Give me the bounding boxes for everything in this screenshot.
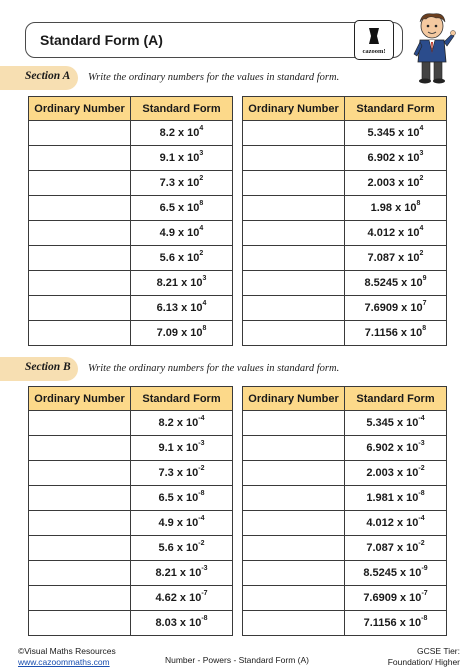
standard-form-cell [131,536,233,561]
exponent-text: -3 [201,565,208,572]
standard-form-header: Standard Form [131,387,233,411]
footer-right [388,646,460,668]
table-row [243,411,447,436]
mantissa-text: 5.6 x 10 [158,542,199,554]
answer-cell[interactable] [243,171,345,196]
answer-cell[interactable] [243,561,345,586]
logo-text: cazoom! [362,48,386,55]
answer-cell[interactable] [243,121,345,146]
exponent-text: 3 [202,275,207,282]
standard-form-header: Standard Form [131,97,233,121]
mantissa-text: 6.902 x 10 [367,152,420,164]
answer-cell[interactable] [29,561,131,586]
mantissa-text: 8.21 x 10 [155,567,202,579]
standard-form-cell [131,561,233,586]
mantissa-text: 7.09 x 10 [156,327,203,339]
ordinary-number-header: Ordinary Number [29,387,131,411]
table-row [29,321,233,346]
table-row [29,246,233,271]
table-row [243,171,447,196]
table-row [29,461,233,486]
standard-form-cell [131,296,233,321]
mantissa-text: 5.345 x 10 [366,417,419,429]
cazoom-logo-icon [367,26,381,46]
exponent-text: -7 [421,590,428,597]
mantissa-text: 5.6 x 10 [159,252,200,264]
exponent-text: 7 [422,300,427,307]
table-row [29,586,233,611]
mantissa-text: 4.62 x 10 [155,592,202,604]
mantissa-text: 4.012 x 10 [366,517,419,529]
mantissa-text: 8.2 x 10 [158,417,199,429]
standard-form-cell [131,271,233,296]
answer-cell[interactable] [29,461,131,486]
table-row [29,296,233,321]
section-a-instruction: Write the ordinary numbers for the values in standard form. [88,72,340,83]
standard-form-cell [345,486,447,511]
table-row [243,461,447,486]
exponent-text: -4 [418,415,425,422]
mantissa-text: 6.902 x 10 [366,442,419,454]
exponent-text: -8 [421,615,428,622]
copyright-text: ©Visual Maths Resources [18,646,116,656]
answer-cell[interactable] [243,486,345,511]
exponent-text: 2 [419,175,424,182]
tier-label: GCSE Tier: [417,646,460,656]
answer-cell[interactable] [29,296,131,321]
answer-cell[interactable] [29,411,131,436]
exponent-text: 4 [419,225,424,232]
answer-cell[interactable] [29,171,131,196]
section-a-left-table [28,96,233,346]
mantissa-text: 7.6909 x 10 [363,592,422,604]
standard-form-cell [131,221,233,246]
mantissa-text: 7.087 x 10 [366,542,419,554]
standard-form-cell [345,296,447,321]
standard-form-cell [345,171,447,196]
exponent-text: 4 [199,125,204,132]
mantissa-text: 8.2 x 10 [159,127,200,139]
answer-cell[interactable] [243,296,345,321]
standard-form-cell [345,146,447,171]
section-b-label: Section B [25,361,71,373]
exponent-text: 2 [199,250,204,257]
standard-form-cell [345,411,447,436]
section-b-left-table [28,386,233,636]
table-row [243,586,447,611]
table-row [243,221,447,246]
table-row [29,171,233,196]
exponent-text: -2 [198,540,205,547]
standard-form-cell [345,221,447,246]
table-row [243,436,447,461]
website-link[interactable]: www.cazoommaths.com [18,657,110,667]
standard-form-cell [131,611,233,636]
table-row [29,511,233,536]
exponent-text: 8 [199,200,204,207]
standard-form-cell [131,171,233,196]
mantissa-text: 7.3 x 10 [158,467,199,479]
standard-form-cell [131,246,233,271]
answer-cell[interactable] [243,321,345,346]
exponent-text: -2 [418,465,425,472]
exponent-text: -4 [198,415,205,422]
answer-cell[interactable] [243,461,345,486]
standard-form-cell [345,436,447,461]
standard-form-header: Standard Form [345,387,447,411]
standard-form-cell [345,536,447,561]
exponent-text: -9 [421,565,428,572]
mantissa-text: 6.13 x 10 [156,302,203,314]
standard-form-header: Standard Form [345,97,447,121]
answer-cell[interactable] [29,511,131,536]
exponent-text: -8 [418,490,425,497]
exponent-text: -4 [198,515,205,522]
mantissa-text: 4.012 x 10 [367,227,420,239]
answer-cell[interactable] [243,511,345,536]
mantissa-text: 9.1 x 10 [158,442,199,454]
answer-cell[interactable] [29,221,131,246]
table-row [29,436,233,461]
ordinary-number-header: Ordinary Number [29,97,131,121]
answer-cell[interactable] [243,146,345,171]
mantissa-text: 1.98 x 10 [370,202,417,214]
answer-cell[interactable] [243,271,345,296]
mantissa-text: 7.6909 x 10 [364,302,423,314]
section-b-instruction: Write the ordinary numbers for the values in standard form. [88,363,340,374]
standard-form-cell [345,271,447,296]
exponent-text: 4 [202,300,207,307]
answer-cell[interactable] [243,246,345,271]
mantissa-text: 2.003 x 10 [366,467,419,479]
answer-cell[interactable] [29,246,131,271]
standard-form-cell [131,121,233,146]
table-row [29,271,233,296]
standard-form-cell [131,146,233,171]
table-row [29,196,233,221]
mantissa-text: 4.9 x 10 [159,227,200,239]
table-row [29,221,233,246]
exponent-text: 8 [422,325,427,332]
table-row [243,536,447,561]
mantissa-text: 6.5 x 10 [159,202,200,214]
standard-form-cell [345,121,447,146]
cazoom-logo [354,20,394,60]
standard-form-cell [131,196,233,221]
exponent-text: 9 [422,275,427,282]
answer-cell[interactable] [29,536,131,561]
standard-form-cell [131,461,233,486]
footer-topic: Number - Powers - Standard Form (A) [164,655,310,665]
answer-cell[interactable] [29,321,131,346]
standard-form-cell [345,196,447,221]
answer-cell[interactable] [243,536,345,561]
mantissa-text: 7.087 x 10 [367,252,420,264]
standard-form-cell [345,586,447,611]
answer-cell[interactable] [29,611,131,636]
exponent-text: 2 [419,250,424,257]
standard-form-cell [345,561,447,586]
standard-form-cell [131,511,233,536]
answer-cell[interactable] [243,436,345,461]
answer-cell[interactable] [29,121,131,146]
standard-form-cell [345,511,447,536]
mantissa-text: 1.981 x 10 [366,492,419,504]
exponent-text: -4 [418,515,425,522]
standard-form-cell [345,611,447,636]
ordinary-number-header: Ordinary Number [243,97,345,121]
exponent-text: -8 [198,490,205,497]
standard-form-cell [131,586,233,611]
mantissa-text: 4.9 x 10 [158,517,199,529]
title-bar [25,22,403,58]
exponent-text: 8 [416,200,421,207]
answer-cell[interactable] [243,411,345,436]
answer-cell[interactable] [243,196,345,221]
section-a-label: Section A [25,70,71,82]
table-row [29,486,233,511]
exponent-text: 4 [419,125,424,132]
standard-form-cell [345,461,447,486]
mantissa-text: 8.5245 x 10 [364,277,423,289]
table-row [243,196,447,221]
table-row [243,121,447,146]
exponent-text: -7 [201,590,208,597]
answer-cell[interactable] [243,586,345,611]
exponent-text: 3 [199,150,204,157]
table-row [243,561,447,586]
answer-cell[interactable] [29,146,131,171]
table-row [29,611,233,636]
mantissa-text: 9.1 x 10 [159,152,200,164]
page-title: Standard Form (A) [40,32,163,48]
mantissa-text: 7.1156 x 10 [363,617,422,629]
exponent-text: -2 [418,540,425,547]
section-b-right-table [242,386,447,636]
mantissa-text: 8.03 x 10 [155,617,202,629]
standard-form-cell [131,411,233,436]
table-row [243,611,447,636]
answer-cell[interactable] [29,196,131,221]
table-row [29,146,233,171]
mantissa-text: 8.5245 x 10 [363,567,422,579]
exponent-text: -2 [198,465,205,472]
mantissa-text: 7.1156 x 10 [364,327,423,339]
table-row [29,121,233,146]
standard-form-cell [131,321,233,346]
answer-cell[interactable] [243,611,345,636]
table-row [243,246,447,271]
answer-cell[interactable] [29,436,131,461]
section-a-pill [0,66,78,90]
exponent-text: 8 [202,325,207,332]
table-row [29,536,233,561]
standard-form-cell [345,246,447,271]
table-row [243,321,447,346]
mantissa-text: 6.5 x 10 [158,492,199,504]
answer-cell[interactable] [29,271,131,296]
table-row [243,486,447,511]
mascot-illustration [408,12,458,84]
table-row [29,561,233,586]
table-row [243,511,447,536]
tier-value: Foundation/ Higher [387,657,460,667]
ordinary-number-header: Ordinary Number [243,387,345,411]
answer-cell[interactable] [29,486,131,511]
answer-cell[interactable] [29,586,131,611]
mantissa-text: 8.21 x 10 [156,277,203,289]
standard-form-cell [345,321,447,346]
exponent-text: 3 [419,150,424,157]
section-a-right-table [242,96,447,346]
table-row [243,271,447,296]
exponent-text: 4 [199,225,204,232]
exponent-text: 2 [199,175,204,182]
mantissa-text: 5.345 x 10 [367,127,420,139]
mantissa-text: 7.3 x 10 [159,177,200,189]
exponent-text: -3 [198,440,205,447]
table-row [243,296,447,321]
answer-cell[interactable] [243,221,345,246]
section-b-pill [0,357,78,381]
exponent-text: -8 [201,615,208,622]
table-row [29,411,233,436]
table-row [243,146,447,171]
standard-form-cell [131,486,233,511]
exponent-text: -3 [418,440,425,447]
mantissa-text: 2.003 x 10 [367,177,420,189]
standard-form-cell [131,436,233,461]
